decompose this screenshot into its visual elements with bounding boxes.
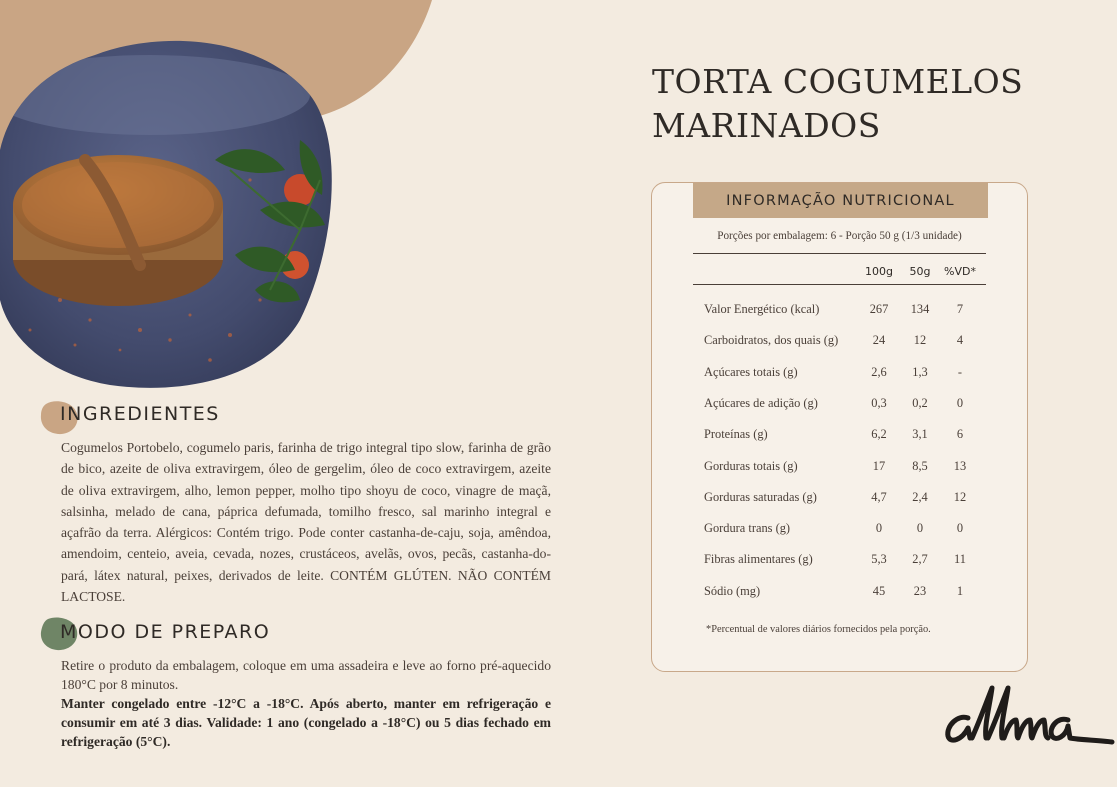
nutrient-label: Açúcares de adição (g)	[704, 395, 818, 410]
product-title-line2: MARINADOS	[652, 106, 881, 145]
product-title-line1: TORTA COGUMELOS	[652, 62, 1024, 101]
value-100g: 0	[875, 521, 883, 536]
table-rule-top	[693, 253, 986, 254]
value-vd: 6	[956, 427, 964, 442]
nutrient-label: Gorduras saturadas (g)	[704, 489, 817, 504]
value-50g: 0	[916, 521, 924, 536]
nutrition-heading: INFORMAÇÃO NUTRICIONAL	[693, 183, 988, 218]
value-50g: 23	[913, 583, 927, 598]
ingredients-heading: INGREDIENTES	[60, 403, 220, 425]
nutrient-label: Gorduras totais (g)	[704, 458, 798, 473]
nutrition-row	[652, 302, 1027, 322]
value-vd: 0	[956, 521, 964, 536]
value-100g: 6,2	[871, 427, 887, 442]
value-vd: 12	[953, 489, 967, 504]
value-vd: 4	[956, 333, 964, 348]
product-title	[652, 60, 1023, 148]
value-100g: 17	[872, 458, 886, 473]
storage-text: Manter congelado entre -12°C a -18°C. Após aberto, manter em refrigeração e consumir em até 3 dias. Validade: 1 ano (congelado a -18°C) ou 5 dias fechado em refrigeração (5°C).	[61, 696, 551, 749]
value-50g: 0,2	[912, 395, 928, 410]
value-vd: 13	[953, 458, 967, 473]
value-100g: 4,7	[871, 489, 887, 504]
value-50g: 3,1	[912, 427, 928, 442]
value-vd: 0	[956, 395, 964, 410]
value-vd: 11	[954, 552, 966, 567]
nutrient-label: Valor Energético (kcal)	[704, 302, 820, 316]
brand-logo	[940, 680, 1115, 750]
preparation-heading: MODO DE PREPARO	[60, 621, 271, 643]
nutrient-label: Proteínas (g)	[704, 427, 768, 442]
column-header-100g: 100g	[865, 265, 893, 278]
value-100g: 24	[872, 333, 886, 348]
nutrient-label: Açúcares totais (g)	[704, 364, 798, 379]
value-50g: 134	[910, 302, 930, 316]
ingredients-text: Cogumelos Portobelo, cogumelo paris, farinha de trigo integral tipo slow, farinha de grão de bico, azeite de oliva extravirgem, óleo de gergelim, óleo de coco extravirgem, azeite de oliva extravirgem, alho, lemon pepper, molho tipo shoyu de coco, vinagre de maçã, salsinha, melado de cana, páprica defumada, tomilho fresco, sal marinho integral e açafrão da terra. Alérgicos: Contém trigo. Pode conter castanha-de-caju, soja, amêndoa, amendoim, centeio, aveia, cevada, nozes, crustáceos, avelãs, ovos, pecãs, castanha-do-pará, látex natural, peixes, derivados de leite. CONTÉM GLÚTEN. NÃO CONTÉM LACTOSE.	[61, 440, 551, 605]
value-vd: -	[957, 364, 963, 379]
footnote: *Percentual de valores diários fornecidos pela porção.	[706, 624, 931, 635]
nutrition-row	[652, 584, 1027, 604]
value-vd: 7	[956, 302, 964, 316]
nutrient-label: Sódio (mg)	[704, 583, 761, 598]
value-100g: 45	[872, 583, 886, 598]
nutrition-row	[652, 396, 1027, 416]
nutrition-row	[652, 552, 1027, 572]
nutrition-row	[652, 427, 1027, 447]
preparation-text: Retire o produto da embalagem, coloque em uma assadeira e leve ao forno pré-aquecido 180°C por 8 minutos.	[61, 658, 551, 692]
value-100g: 5,3	[871, 552, 887, 567]
value-100g: 0,3	[871, 395, 887, 410]
nutrition-row	[652, 521, 1027, 541]
preparation-block	[61, 656, 551, 751]
value-50g: 2,4	[912, 489, 928, 504]
product-photo	[0, 0, 340, 395]
column-header-vd: %VD*	[944, 265, 976, 278]
value-vd: 1	[956, 583, 964, 598]
nutrient-label: Gordura trans (g)	[704, 521, 791, 536]
nutrition-row	[652, 490, 1027, 510]
value-50g: 1,3	[912, 364, 928, 379]
value-50g: 2,7	[912, 552, 928, 567]
value-100g: 2,6	[871, 364, 887, 379]
nutrient-label: Fibras alimentares (g)	[704, 552, 813, 567]
table-rule-header	[693, 284, 986, 285]
serving-info: Porções por embalagem: 6 - Porção 50 g (1/3 unidade)	[717, 230, 962, 242]
column-header-50g: 50g	[909, 265, 931, 278]
value-50g: 8,5	[912, 458, 928, 473]
value-50g: 12	[913, 333, 927, 348]
nutrition-row	[652, 333, 1027, 353]
nutrient-label: Carboidratos, dos quais (g)	[704, 333, 839, 348]
brand-logo-text: allma	[940, 680, 943, 681]
value-100g: 267	[869, 302, 889, 316]
nutrition-row	[652, 365, 1027, 385]
nutrition-table	[651, 182, 1028, 672]
nutrition-row	[652, 459, 1027, 479]
